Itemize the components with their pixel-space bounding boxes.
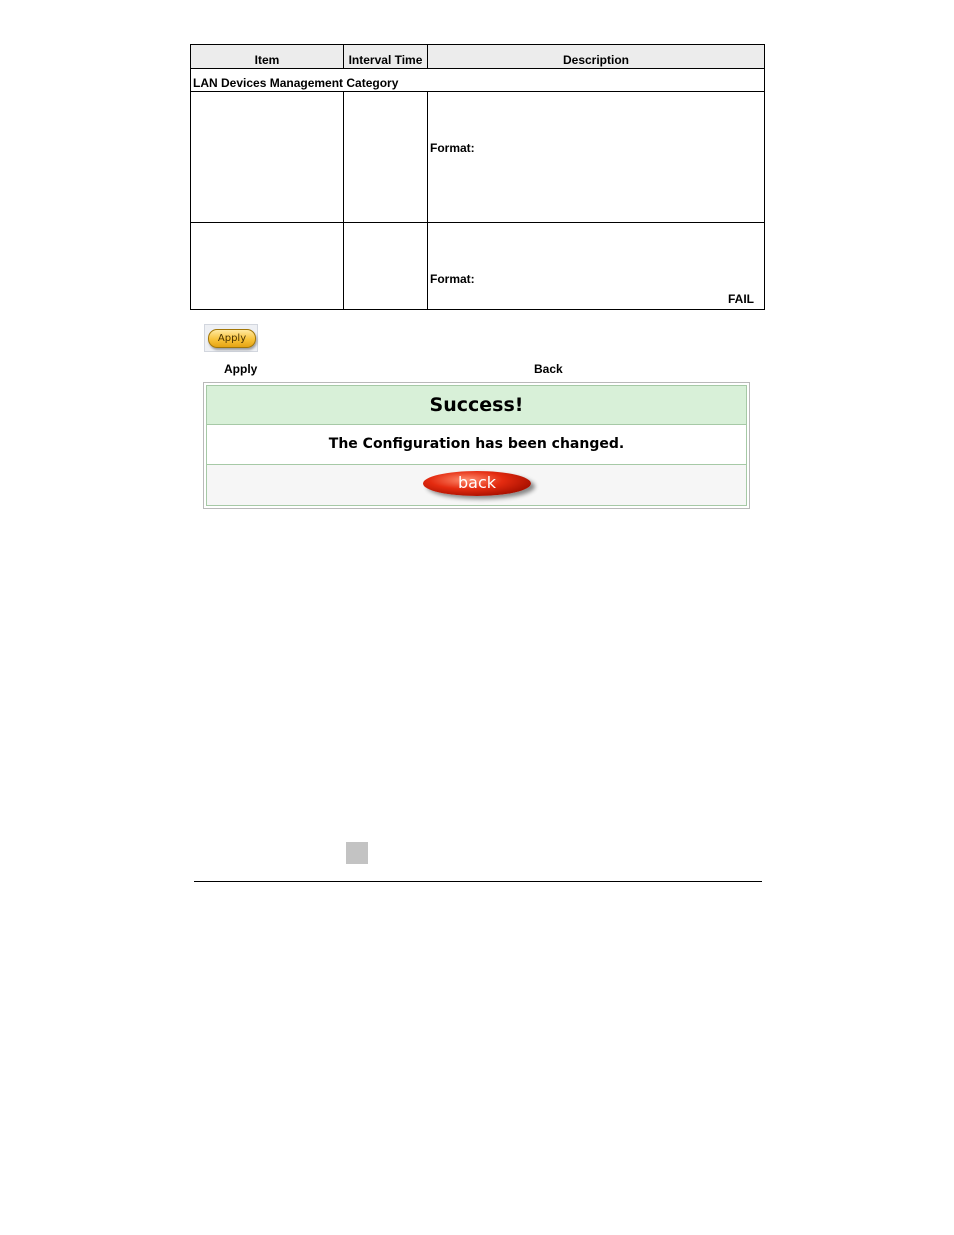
success-panel-inner (206, 385, 747, 506)
apply-button[interactable]: Apply (208, 329, 256, 348)
table-header-row (191, 45, 765, 69)
success-message: The Configuration has been changed. (207, 425, 746, 465)
back-button[interactable]: back (423, 471, 531, 496)
success-panel (203, 382, 750, 509)
format-label: Format: (430, 141, 475, 155)
format-label: Format: (430, 272, 475, 286)
column-header-description: Description (428, 45, 765, 69)
settings-table (190, 44, 765, 310)
gray-square-marker (346, 842, 368, 864)
apply-caption: Apply (224, 362, 258, 376)
item-cell (191, 92, 344, 223)
back-caption: Back (534, 362, 563, 376)
success-panel-footer (207, 465, 746, 505)
success-title: Success! (207, 386, 746, 425)
interval-cell (344, 92, 428, 223)
item-cell (191, 223, 344, 310)
table-row (191, 92, 765, 223)
category-row (191, 69, 765, 92)
description-cell (428, 92, 765, 223)
table-row (191, 223, 765, 310)
footer-divider (194, 881, 762, 882)
column-header-item: Item (191, 45, 344, 69)
apply-button-image[interactable] (204, 324, 258, 352)
description-cell (428, 223, 765, 310)
category-label: LAN Devices Management Category (191, 69, 765, 92)
column-header-interval-time: Interval Time (344, 45, 428, 69)
interval-cell (344, 223, 428, 310)
fail-status-text: FAIL (728, 292, 754, 306)
